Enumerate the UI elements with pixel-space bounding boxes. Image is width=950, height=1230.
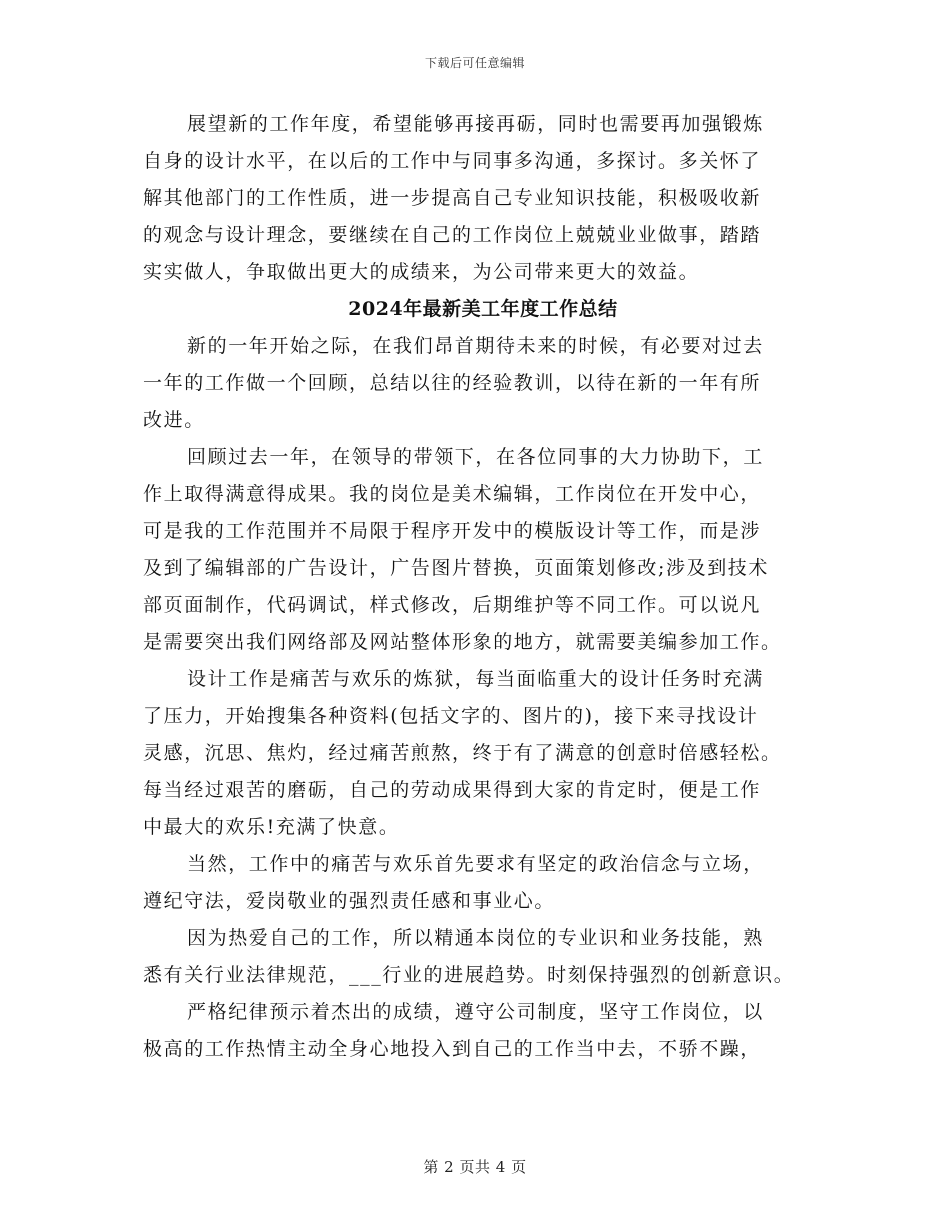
section-title: 2024年最新美工年度工作总结 bbox=[348, 298, 618, 320]
text-line: 一年的工作做一个回顾，总结以往的经验教训，以待在新的一年有所 bbox=[143, 372, 762, 394]
text-line: 灵感，沉思、焦灼，经过痛苦煎熬，终于有了满意的创意时倍感轻松。 bbox=[143, 742, 782, 764]
text-line: 中最大的欢乐!充满了快意。 bbox=[143, 816, 400, 838]
text-line: 设计工作是痛苦与欢乐的炼狱，每当面临重大的设计任务时充满 bbox=[187, 668, 764, 690]
paragraph-4 bbox=[143, 846, 823, 920]
text-line: 是需要突出我们网络部及网站整体形象的地方，就需要美编参加工作。 bbox=[143, 631, 782, 653]
text-line: 了压力，开始搜集各种资料(包括文字的、图片的)，接下来寻找设计 bbox=[143, 705, 759, 727]
text-line: 当然，工作中的痛苦与欢乐首先要求有坚定的政治信念与立场， bbox=[187, 853, 764, 875]
page-header: 下载后可任意编辑 bbox=[424, 56, 525, 70]
paragraph-3 bbox=[143, 661, 823, 846]
paragraph-5 bbox=[143, 920, 823, 994]
text-line: 因为热爱自己的工作，所以精通本岗位的专业识和业务技能，熟 bbox=[187, 927, 764, 949]
text-line: 部页面制作，代码调试，样式修改，后期维护等不同工作。可以说凡 bbox=[143, 594, 762, 616]
text-line: 自身的设计水平，在以后的工作中与同事多沟通，多探讨。多关怀了 bbox=[143, 150, 762, 172]
text-line: 悉有关行业法律规范，___行业的进展趋势。时刻保持强烈的创新意识。 bbox=[143, 964, 795, 986]
text-line: 的观念与设计理念，要继续在自己的工作岗位上兢兢业业做事，踏踏 bbox=[143, 224, 762, 246]
text-line: 新的一年开始之际，在我们昂首期待未来的时候，有必要对过去 bbox=[187, 335, 764, 357]
text-line: 及到了编辑部的广告设计，广告图片替换，页面策划修改;涉及到技术 bbox=[143, 557, 770, 579]
text-line: 改进。 bbox=[143, 409, 205, 431]
page-footer: 第 2 页共 4 页 bbox=[423, 1158, 527, 1176]
document-body bbox=[143, 106, 823, 1068]
text-line: 极高的工作热情主动全身心地投入到自己的工作当中去，不骄不躁， bbox=[143, 1038, 762, 1060]
text-line: 展望新的工作年度，希望能够再接再砺，同时也需要再加强锻炼 bbox=[187, 113, 764, 135]
paragraph-prev-section bbox=[143, 106, 823, 291]
text-line: 可是我的工作范围并不局限于程序开发中的模版设计等工作，而是涉 bbox=[143, 520, 762, 542]
text-line: 遵纪守法，爱岗敬业的强烈责任感和事业心。 bbox=[143, 890, 556, 912]
text-line: 作上取得满意得成果。我的岗位是美术编辑，工作岗位在开发中心， bbox=[143, 483, 762, 505]
text-line: 解其他部门的工作性质，进一步提高自己专业知识技能，积极吸收新 bbox=[143, 187, 762, 209]
text-line: 严格纪律预示着杰出的成绩，遵守公司制度，坚守工作岗位，以 bbox=[187, 1001, 764, 1023]
paragraph-2 bbox=[143, 439, 823, 661]
paragraph-1 bbox=[143, 328, 823, 439]
paragraph-6 bbox=[143, 994, 823, 1068]
text-line: 回顾过去一年，在领导的带领下，在各位同事的大力协助下，工 bbox=[187, 446, 764, 468]
text-line: 每当经过艰苦的磨砺，自己的劳动成果得到大家的肯定时，便是工作 bbox=[143, 779, 762, 801]
text-line: 实实做人，争取做出更大的成绩来，为公司带来更大的效益。 bbox=[143, 261, 700, 283]
